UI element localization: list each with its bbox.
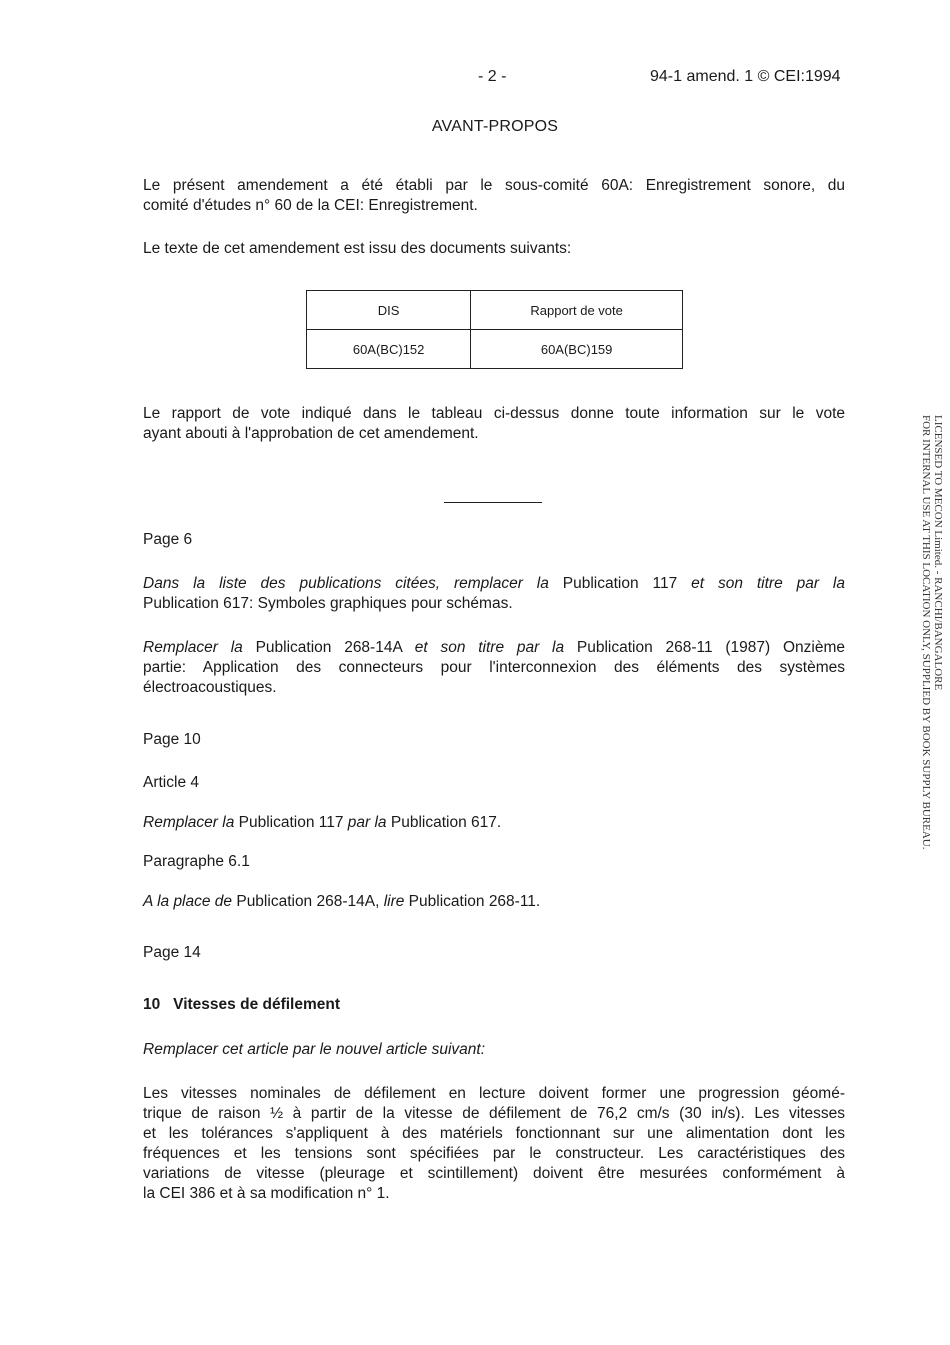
foreword-p1-line-2: comité d'études n° 60 de la CEI: Enregistrement.: [143, 197, 478, 214]
body-line: et les tolérances s'appliquent à des matériels fonctionnant sur une alimentation dont les: [143, 1125, 845, 1142]
table-row: [307, 330, 683, 369]
page-6-replacement-1: [143, 574, 845, 614]
publication-ref: Publication 268-11.: [404, 893, 541, 910]
license-line-2: FOR INTERNAL USE AT THIS LOCATION ONLY, SUPPLIED BY BOOK SUPPLY BUREAU.: [920, 415, 932, 850]
article-4-replacement-line: [143, 813, 845, 833]
voting-documents-table: [306, 290, 683, 369]
license-line-1: LICENSED TO MECON Limited. - RANCHI/BANGALORE: [932, 415, 944, 691]
page-title: AVANT-PROPOS: [431, 118, 559, 135]
foreword-p3-line-1: Le rapport de vote indiqué dans le tableau ci-dessus donne toute information sur le vote: [143, 405, 845, 422]
paragraph-6-1-label: [143, 852, 845, 872]
page-number: - 2 -: [478, 68, 507, 85]
page-6-label-text: Page 6: [143, 531, 193, 548]
foreword-p2-line: Le texte de cet amendement est issu des documents suivants:: [143, 240, 572, 257]
section-body-paragraph: [143, 1084, 845, 1204]
table-header-cell: Rapport de vote: [471, 291, 683, 330]
italic-instruction: et son titre par la: [414, 639, 565, 656]
italic-instruction: Remplacer la: [143, 814, 235, 831]
body-line: trique de raison ½ à partir de la vitesse de défilement de 76,2 cm/s (30 in/s). Les vitesses: [143, 1105, 845, 1122]
section-instruction: [143, 1040, 845, 1060]
publication-ref: Publication 617.: [386, 814, 502, 831]
table-header-cell: DIS: [307, 291, 471, 330]
italic-instruction: par la: [347, 814, 387, 831]
italic-instruction: A la place de: [143, 893, 233, 910]
publication-ref: Publication 268-11 (1987) Onzième: [564, 639, 845, 656]
page-6-replacement-2: [143, 638, 845, 698]
body-line: Les vitesses nominales de défilement en lecture doivent former une progression géomé-: [143, 1085, 845, 1102]
paragraph-6-1-label-text: Paragraphe 6.1: [143, 853, 250, 870]
foreword-paragraph-2: [143, 239, 845, 259]
page-6-r2-line-1: [143, 638, 845, 658]
table-cell: 60A(BC)152: [307, 330, 471, 369]
body-line: variations de vitesse (pleurage et scintillement) doivent être mesurées conformément à: [143, 1165, 845, 1182]
section-instruction-line: [143, 1040, 845, 1060]
license-sidebar: [918, 415, 948, 935]
italic-instruction: lire: [383, 893, 405, 910]
page-14-label: [143, 943, 845, 963]
page-6-label: [143, 530, 845, 550]
body-line: la CEI 386 et à sa modification n° 1.: [143, 1185, 390, 1202]
page-10-label-text: Page 10: [143, 731, 201, 748]
page-6-r1-line-2: Publication 617: Symboles graphiques pour schémas.: [143, 595, 513, 612]
publication-ref: Publication 117: [548, 575, 692, 592]
section-heading: 10 Vitesses de défilement: [143, 996, 341, 1013]
foreword-p1-line-1: Le présent amendement a été établi par le sous-comité 60A: Enregistrement sonore, du: [143, 177, 845, 194]
document-reference: 94-1 amend. 1 © CEI:1994: [650, 68, 841, 85]
page-6-r2-line-3: électroacoustiques.: [143, 679, 277, 696]
table-header-row: [307, 291, 683, 330]
paragraph-6-1-replacement: [143, 892, 845, 912]
foreword-p3-line-2: ayant abouti à l'approbation de cet amendement.: [143, 425, 479, 442]
article-4-label: [143, 773, 845, 793]
table-cell: 60A(BC)159: [471, 330, 683, 369]
foreword-paragraph-3: [143, 404, 845, 444]
italic-instruction: Dans la liste des publications citées, remplacer la: [143, 575, 549, 592]
italic-instruction: Remplacer cet article par le nouvel article suivant:: [143, 1041, 486, 1058]
publication-ref: Publication 268-14A: [242, 639, 415, 656]
page-6-r2-line-2: partie: Application des connecteurs pour l'interconnexion des éléments des systèmes: [143, 659, 845, 676]
publication-ref: Publication 117: [234, 814, 348, 831]
article-4-label-text: Article 4: [143, 774, 199, 791]
publication-ref: Publication 268-14A,: [232, 893, 384, 910]
page-10-label: [143, 730, 845, 750]
paragraph-6-1-replacement-line: [143, 892, 845, 912]
foreword-paragraph-1: [143, 176, 845, 216]
section-divider: [444, 502, 542, 503]
page-14-label-text: Page 14: [143, 944, 201, 961]
page-6-r1-line-1: [143, 574, 845, 594]
body-line: fréquences et les tensions sont spécifiées par le constructeur. Les caractéristiques des: [143, 1145, 845, 1162]
italic-instruction: et son titre par la: [691, 575, 845, 592]
italic-instruction: Remplacer la: [143, 639, 243, 656]
article-4-replacement: [143, 813, 845, 833]
